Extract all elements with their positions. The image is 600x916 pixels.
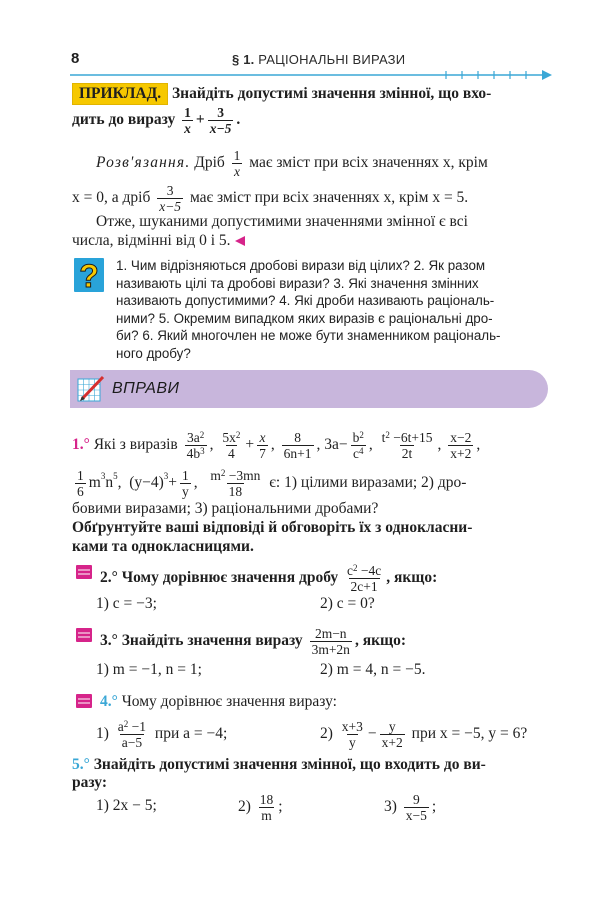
- book-icon: [76, 694, 92, 708]
- exercise-1-number: 1.°: [72, 436, 90, 454]
- exercise-4-line1: [100, 692, 337, 712]
- solution-text-a: Дріб: [194, 154, 225, 172]
- exercise-3-line1: [100, 626, 406, 657]
- exercise-5-line2: разу:: [72, 774, 107, 791]
- exercise-1-intro: Які з виразів: [93, 436, 178, 454]
- exercise-1-line1: 1.° Які з виразів $\frac{3a^2}{4b^3}$ , $\frac{5x^2}{4}$ + $\frac{x}{7}$ , $\frac{8}{6n+1}$ , 3a− $\frac{b^2}{c^4}$ , $\frac{t^2 -6t+15}{2t}$ , $\frac{x-2}{x+2}$ ,: [72, 430, 481, 461]
- conclusion-text: числа, відмінні від 0 і 5.: [72, 232, 231, 249]
- exercise-2-number: 2.°: [100, 569, 118, 587]
- example-task-text: Знайдіть допустимі значення змінної, що вхо-: [171, 85, 492, 102]
- expr-fraction: $\frac{t^2 -6t+15}{2t}$: [381, 430, 433, 461]
- fraction-1-over-x: $\frac{1}{x}$: [184, 105, 191, 136]
- exercise-1-line2: $\frac{1}{6}$ $m^3n^5$, $(y-4)^3+$ $\frac{1}{y}$ , $\frac{m^2 -3mn}{18}$ є: 1) цілими виразами; 2) дро-: [77, 468, 467, 499]
- question-line: називають допустимими? 4. Які дроби називають раціональ-: [116, 293, 495, 309]
- expr-fraction: $\frac{m^2 -3mn}{18}$: [210, 468, 261, 499]
- question-line: би? 6. Який многочлен не може бути знаменником раціональ-: [116, 328, 501, 344]
- option-label: 1): [96, 725, 109, 743]
- solution-line1: [96, 148, 488, 179]
- expr-fraction: $\frac{2m-n}{3m+2n}$: [311, 626, 350, 657]
- fraction-3-over-x-5: $\frac{3}{x-5}$: [209, 105, 232, 136]
- page-number: 8: [71, 50, 80, 67]
- exercise-5-option-c: 3) $\frac{9}{x-5}$ ;: [384, 792, 437, 823]
- expr-fraction: $\frac{1}{6}$: [77, 468, 84, 499]
- solution-text-b: має зміст при всіх значеннях x, крім: [249, 154, 488, 172]
- expr-fraction: $\frac{y}{x+2}$: [381, 719, 403, 750]
- exercise-5-option-a: 1) 2x − 5;: [96, 797, 157, 814]
- exercise-3-text: Знайдіть значення виразу: [121, 632, 303, 650]
- exercise-2-line1: [100, 563, 437, 594]
- exercise-1-line4: Обґрунтуйте ваші відповіді й обговоріть їх з однокласни-: [72, 519, 473, 536]
- exercise-1-line5: ками та однокласницями.: [72, 538, 254, 555]
- exercise-4-option-a: [96, 719, 227, 750]
- exercise-3-tail: , якщо:: [354, 632, 407, 650]
- exercise-2-option-b: 2) c = 0?: [320, 595, 375, 612]
- book-icon: [76, 628, 92, 642]
- exercise-3-option-a: 1) m = −1, n = 1;: [96, 661, 202, 678]
- exercise-2-option-a: 1) c = −3;: [96, 595, 157, 612]
- expr-fraction: $\frac{x+3}{y}$: [341, 719, 363, 750]
- example-task-text2: дить до виразу: [72, 111, 176, 129]
- exercise-2-text: Чому дорівнює значення дробу: [121, 569, 339, 587]
- example-task-line1: [72, 84, 491, 104]
- exercise-4-text: Чому дорівнює значення виразу:: [121, 693, 337, 710]
- section-title-text: РАЦІОНАЛЬНІ ВИРАЗИ: [258, 52, 406, 67]
- option-label: 2): [238, 798, 251, 816]
- exercise-3-option-b: 2) m = 4, n = −5.: [320, 661, 426, 678]
- solution-text-c: x = 0, а дріб: [72, 189, 151, 207]
- exercise-2-tail: , якщо:: [386, 569, 438, 587]
- exercise-1-line3: бовими виразами; 3) раціональними дробами?: [72, 500, 379, 517]
- expr-fraction: $\frac{a^2 -1}{a-5}$: [117, 719, 147, 750]
- svg-text:?: ?: [79, 258, 99, 294]
- conclusion-line2: [72, 231, 246, 251]
- exercise-4-number: 4.°: [100, 693, 118, 710]
- exercise-4-option-b: 2) $\frac{x+3}{y}$ − $\frac{y}{x+2}$ при x = −5, y = 6?: [320, 719, 528, 750]
- fraction-1-over-x-2: $\frac{1}{x}$: [233, 148, 241, 179]
- option-condition: при a = −4;: [154, 725, 228, 743]
- exercise-5-text: Знайдіть допустимі значення змінної, що входить до ви-: [93, 756, 486, 773]
- expr-fraction: $\frac{b^2}{c^4}$: [352, 430, 364, 461]
- question-line: називають цілі та дробові вирази? 3. Які значення змінних: [116, 275, 479, 291]
- expr-fraction: $\frac{5x^2}{4}$: [222, 430, 241, 461]
- exercise-5-line1: [72, 755, 486, 775]
- expr-fraction: $\frac{c^2 -4c}{2c+1}$: [346, 563, 382, 594]
- question-line: ного дробу?: [116, 345, 191, 361]
- expr-fraction: $\frac{x}{7}$: [259, 430, 266, 461]
- review-questions: [116, 257, 546, 363]
- exercise-5-number: 5.°: [72, 756, 90, 773]
- end-marker-icon: [234, 235, 246, 247]
- option-condition: при x = −5, y = 6?: [411, 725, 528, 743]
- expr-fraction: $\frac{3a^2}{4b^3}$: [186, 430, 205, 461]
- option-label: 3): [384, 798, 397, 816]
- exercise-3-number: 3.°: [100, 632, 118, 650]
- example-badge: ПРИКЛАД.: [72, 83, 168, 105]
- question-mark-icon: [72, 256, 106, 294]
- expr-fraction: $\frac{1}{y}$: [182, 468, 189, 499]
- option-label: 2): [320, 725, 333, 743]
- question-line: 1. Чим відрізняються дробові вирази від цілих? 2. Як разом: [116, 258, 486, 273]
- book-icon: [76, 565, 92, 579]
- fraction-3-over-x-5-2: $\frac{3}{x-5}$: [159, 183, 182, 214]
- section-title: [232, 52, 405, 67]
- exercise-1-mid: є: 1) цілими виразами; 2) дро-: [269, 474, 467, 492]
- solution-text-d: має зміст при всіх значеннях x, крім x = 5.: [189, 189, 469, 207]
- conclusion-line1: Отже, шуканими допустимими значеннями змінної є всі: [96, 213, 468, 230]
- expr-fraction: $\frac{8}{6n+1}$: [283, 430, 312, 461]
- exercises-title: ВПРАВИ: [112, 380, 180, 397]
- solution-label: Розв'язання.: [96, 154, 191, 172]
- question-line: ними? 5. Окремим випадком яких виразів є раціональні дро-: [116, 310, 493, 326]
- solution-line2: [72, 183, 468, 214]
- section-number: § 1.: [232, 52, 255, 67]
- exercise-5-option-b: 2) $\frac{18}{m}$ ;: [238, 792, 283, 823]
- header-ruler: [70, 69, 552, 81]
- example-task-line2: дить до виразу $\frac{1}{x}$ + $\frac{3}{x-5}$ .: [72, 105, 241, 136]
- expr-fraction: $\frac{9}{x-5}$: [405, 792, 427, 823]
- expr-fraction: $\frac{x-2}{x+2}$: [450, 430, 472, 461]
- pencil-grid-icon: [76, 375, 106, 403]
- expr-fraction: $\frac{18}{m}$: [259, 792, 274, 823]
